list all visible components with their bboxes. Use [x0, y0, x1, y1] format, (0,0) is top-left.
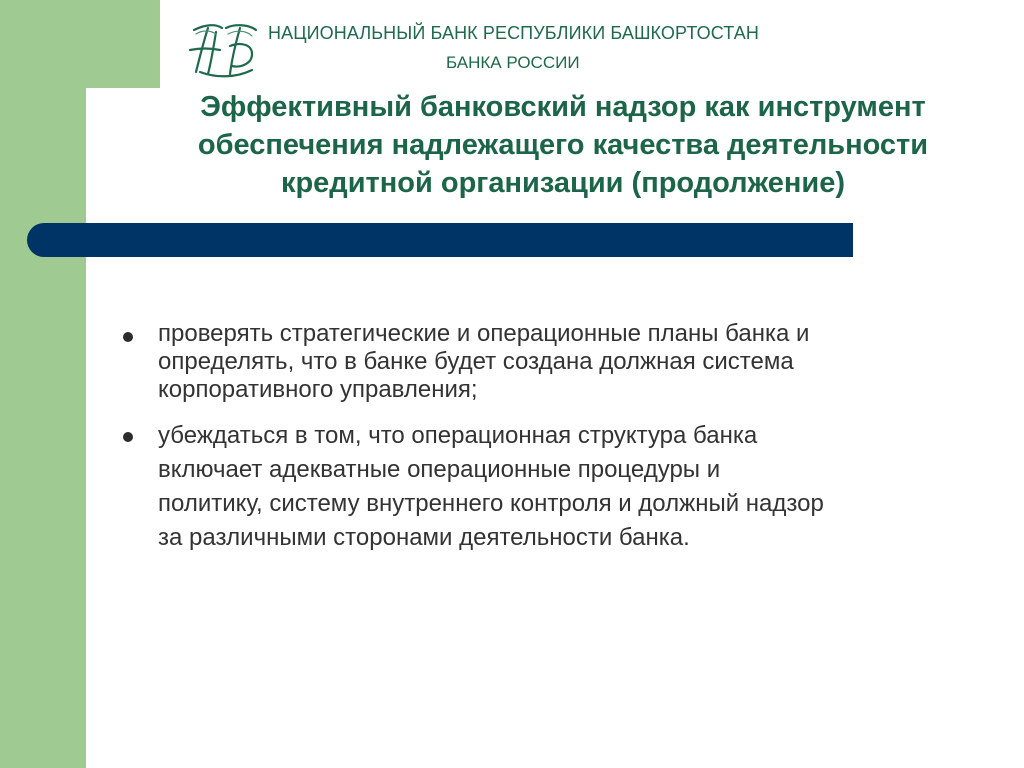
decorative-green-band-top: [0, 0, 160, 88]
bullet-text-line: убеждаться в том, что операционная структура банка: [158, 422, 758, 449]
bullet-item: [118, 320, 958, 404]
decorative-green-band: [0, 88, 86, 768]
bank-subtitle: БАНКА РОССИИ: [446, 53, 580, 72]
bullet-text-line: политику, систему внутреннего контроля и должный надзор: [158, 490, 824, 517]
bullet-text-line: корпоративного управления;: [158, 376, 478, 403]
decorative-title-underline-bar: [27, 223, 853, 257]
bullet-text-line: за различными сторонами деятельности банка.: [158, 524, 690, 551]
bullet-item: [118, 419, 958, 555]
bullet-text-line: проверять стратегические и операционные планы банка и: [158, 320, 810, 347]
title-line: Эффективный банковский надзор как инструмент: [200, 91, 926, 123]
bank-monogram-logo: [186, 20, 262, 80]
bullet-dot-icon: [123, 432, 133, 442]
bullet-list: [118, 320, 958, 555]
slide-title: [108, 88, 1018, 202]
bullet-dot-icon: [123, 332, 133, 342]
title-line: обеспечения надлежащего качества деятельности: [197, 129, 929, 161]
bullet-text-line: включает адекватные операционные процедуры и: [158, 456, 721, 483]
title-line: кредитной организации (продолжение): [280, 167, 846, 199]
bank-name: НАЦИОНАЛЬНЫЙ БАНК РЕСПУБЛИКИ БАШКОРТОСТАН: [268, 23, 759, 43]
bullet-text-line: определять, что в банке будет создана должная система: [158, 348, 794, 375]
